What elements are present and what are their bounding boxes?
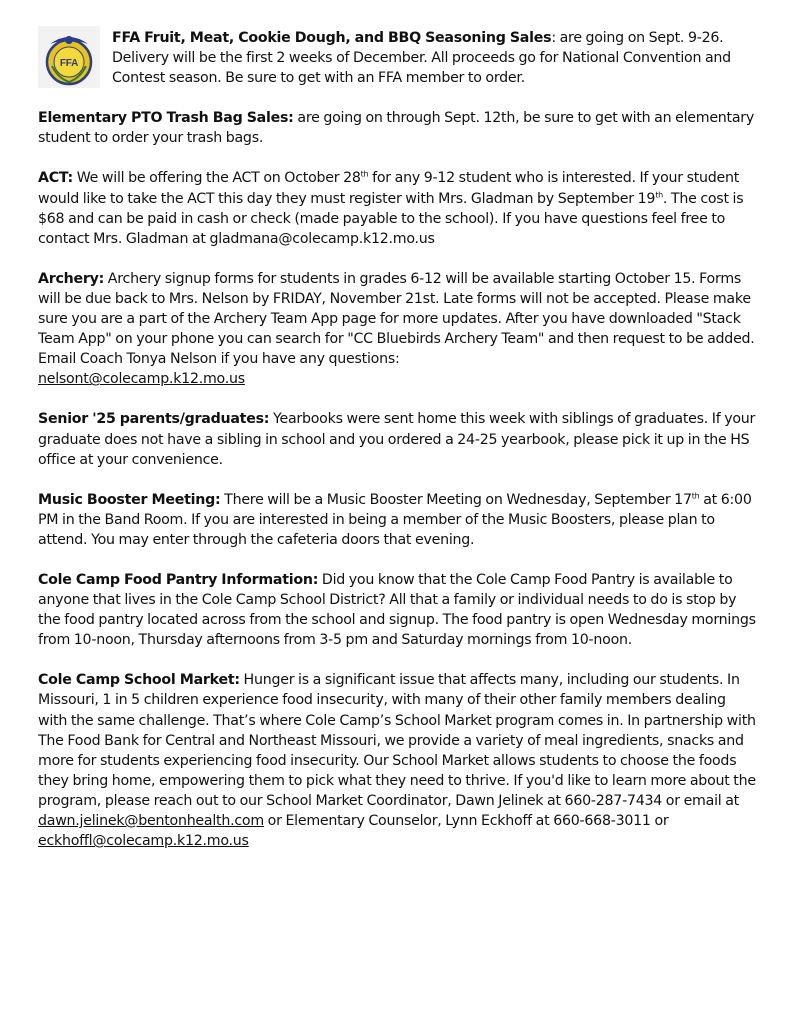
- food-pantry-section: [38, 570, 758, 650]
- market-email-link-1[interactable]: dawn.jelinek@bentonhealth.com: [38, 813, 264, 829]
- market-body-1: Hunger is a significant issue that affects many, including our students. In Missouri, 1 in 5 children experience food insecurity, with many of their other family members dealing with the same challenge. That’s where Cole Camp’s School Market program comes in. In partnership with The Food Bank for Central and Northeast Missouri, we provide a variety of meal ingredients, snacks and more for students experiencing food insecurity. Our School Market allows students to choose the foods they bring home, empowering them to pick what they need to thrive. If you'd like to learn more about the program, please reach out to our School Market Coordinator, Dawn Jelinek at 660-287-7434 or email at: [38, 672, 756, 809]
- ffa-emblem-icon: [38, 26, 100, 88]
- act-sup-2: th: [655, 189, 663, 199]
- act-body-1: We will be offering the ACT on October 28: [72, 170, 361, 187]
- svg-text:FFA: FFA: [59, 58, 79, 69]
- music-title: Music Booster Meeting:: [38, 491, 221, 508]
- archery-title: Archery:: [38, 270, 105, 287]
- music-body-1: There will be a Music Booster Meeting on Wednesday, September 17: [220, 491, 692, 508]
- music-body-2: at 6:00 PM in the Band Room. If you are interested in being a member of the Music Boosters, please plan to attend. You may enter through the cafeteria doors that evening.: [38, 491, 752, 548]
- act-body-2: for any 9-12 student who is interested. If your student would like to take the ACT this day they must register with Mrs. Gladman by September 19: [38, 170, 740, 207]
- ffa-sales-body: : are going on Sept. 9-26. Delivery will be the first 2 weeks of December. All proceeds go for National Convention and Contest season. Be sure to get with an FFA member to order.: [112, 30, 731, 87]
- music-booster-section: [38, 490, 758, 550]
- ffa-sales-title: FFA Fruit, Meat, Cookie Dough, and BBQ Seasoning Sales: [112, 30, 552, 46]
- school-market-section: [38, 670, 758, 851]
- pto-body: are going on through Sept. 12th, be sure to get with an elementary student to order your trash bags.: [38, 110, 755, 147]
- pto-title: Elementary PTO Trash Bag Sales:: [38, 110, 294, 127]
- pto-trash-bag-section: [38, 108, 758, 148]
- senior-title: Senior '25 parents/graduates:: [38, 411, 270, 428]
- senior-body: Yearbooks were sent home this week with siblings of graduates. If your graduate does not have a sibling in school and you ordered a 24-25 yearbook, please pick it up in the HS office at your convenience.: [38, 411, 756, 468]
- music-sup: th: [691, 490, 700, 500]
- archery-section: [38, 269, 758, 390]
- market-email-link-2[interactable]: eckhoffl@colecamp.k12.mo.us: [38, 833, 249, 850]
- archery-email-link[interactable]: nelsont@colecamp.k12.mo.us: [38, 371, 245, 388]
- act-body-3: . The cost is $68 and can be paid in cash or check (made payable to the school). If you have questions feel free to contact Mrs. Gladman at gladmana@colecamp.k12.mo.us: [38, 190, 744, 247]
- act-title: ACT:: [38, 170, 73, 187]
- act-sup-1: th: [360, 169, 369, 179]
- ffa-sales-text: [112, 28, 758, 88]
- ffa-sales-section: [38, 28, 758, 88]
- senior-section: [38, 409, 758, 469]
- pantry-body: Did you know that the Cole Camp Food Pantry is available to anyone that lives in the Cole Camp School District? All that a family or individual needs to do is stop by the food pantry located across from the school and signup. The food pantry is open Wednesday mornings from 10-noon, Thursday afternoons from 3-5 pm and Saturday mornings from 10-noon.: [38, 571, 756, 649]
- market-body-2: or Elementary Counselor, Lynn Eckhoff at 660-668-3011 or: [263, 813, 669, 829]
- pantry-title: Cole Camp Food Pantry Information:: [38, 571, 319, 588]
- archery-body: Archery signup forms for students in grades 6-12 will be available starting October 15. Forms will be due back to Mrs. Nelson by FRIDAY, November 21st. Late forms will not be accepted. Please make sure you are a part of the Archery Team App page for more updates. After you have downloaded "Stack Team App" on your phone you can search for "CC Bluebirds Archery Team" and then request to be added. Email Coach Tonya Nelson if you have any questions:: [38, 270, 755, 368]
- newsletter-page: [38, 28, 758, 871]
- market-title: Cole Camp School Market:: [38, 672, 240, 689]
- act-section: [38, 168, 758, 248]
